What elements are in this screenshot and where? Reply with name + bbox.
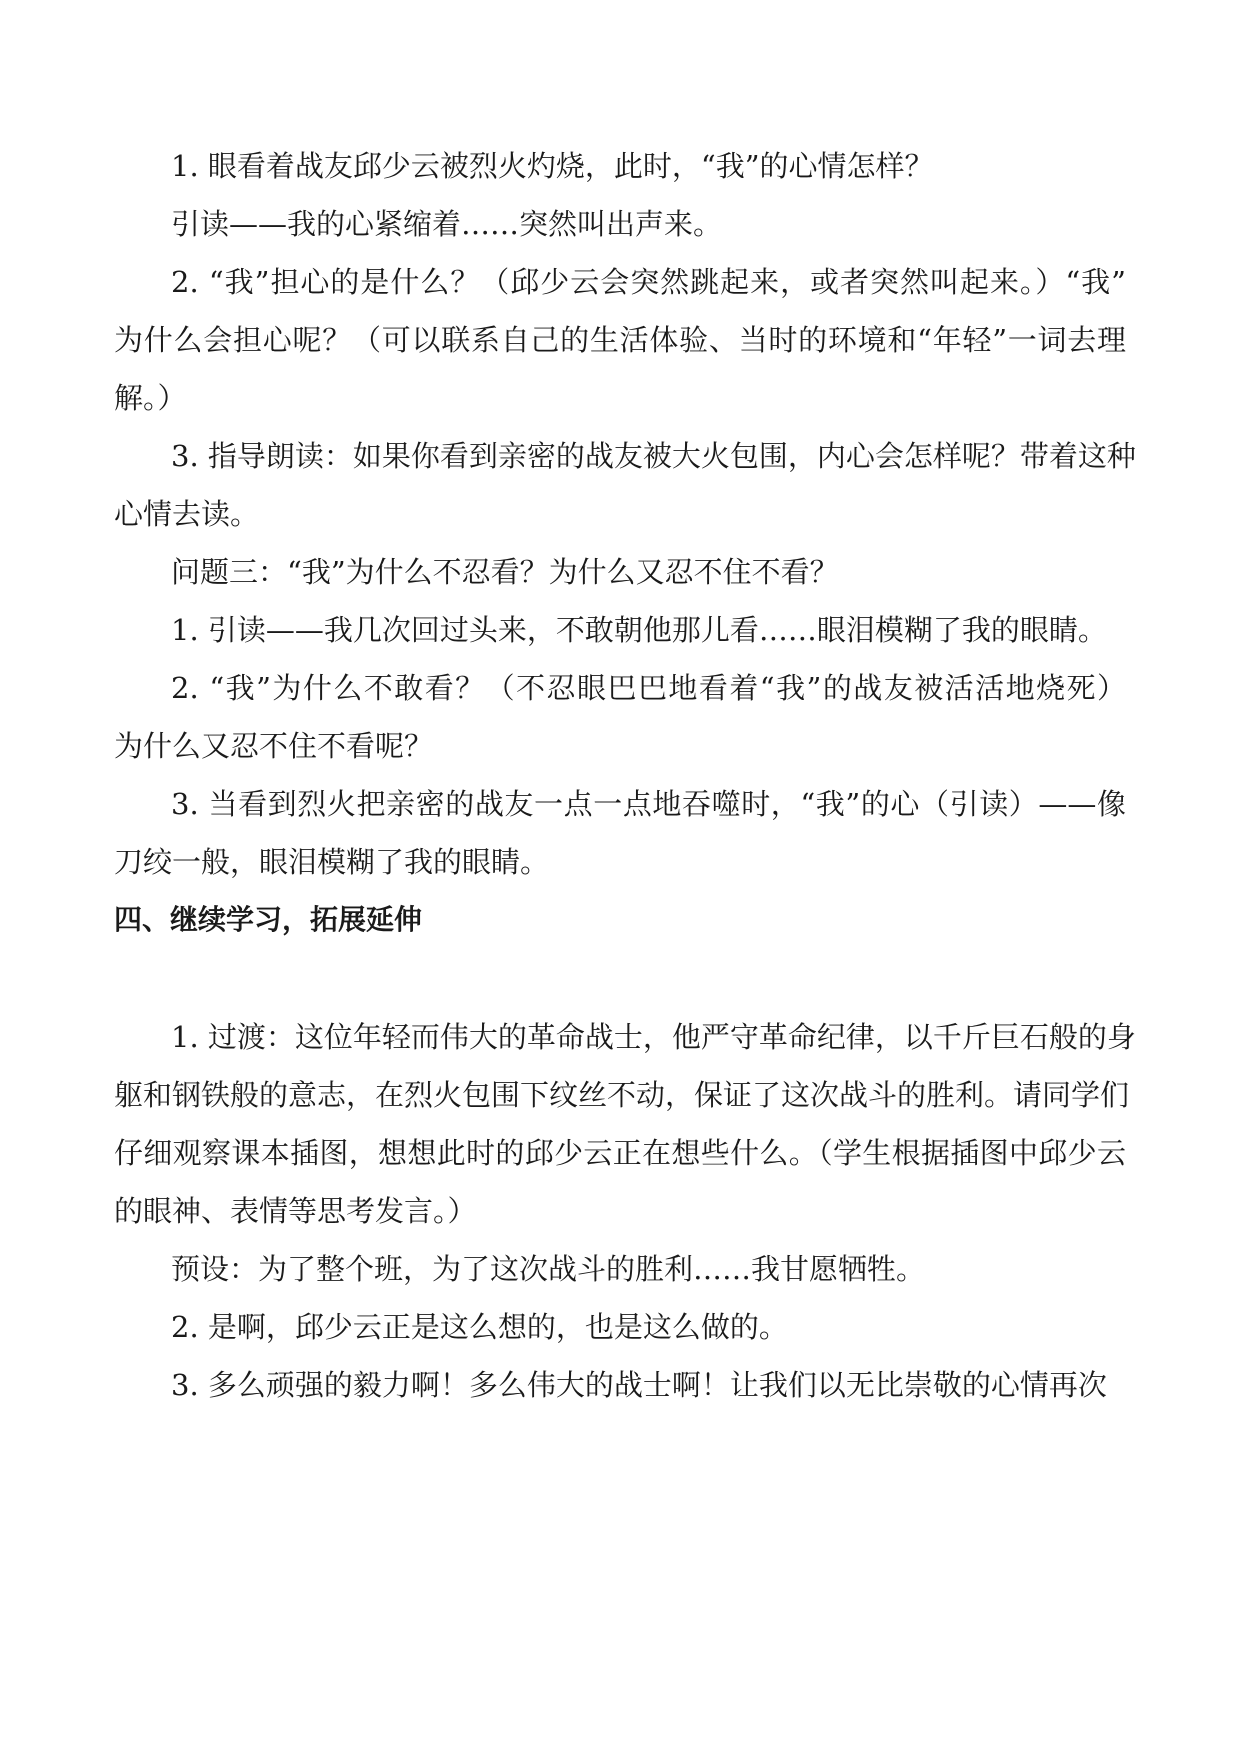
paragraph-line: 2. “我”担心的是什么？（邱少云会突然跳起来，或者突然叫起来。）“我” xyxy=(171,265,1126,299)
paragraph-line: 为什么又忍不住不看呢？ xyxy=(114,729,434,763)
paragraph-line: 3. 当看到烈火把亲密的战友一点一点地吞噬时，“我”的心（引读）——像 xyxy=(171,787,1126,821)
paragraph-line: 躯和钢铁般的意志，在烈火包围下纹丝不动，保证了这次战斗的胜利。请同学们 xyxy=(114,1078,1130,1112)
paragraph-line: 的眼神、表情等思考发言。） xyxy=(114,1194,477,1228)
paragraph-line: 为什么会担心呢？（可以联系自己的生活体验、当时的环境和“年轻”一词去理 xyxy=(114,323,1126,357)
paragraph-line: 1. 眼看着战友邱少云被烈火灼烧，此时，“我”的心情怎样？ xyxy=(171,149,934,183)
paragraph-line: 问题三：“我”为什么不忍看？为什么又忍不住不看？ xyxy=(171,555,839,589)
paragraph-line: 解。） xyxy=(114,381,187,415)
paragraph-line: 刀绞一般，眼泪模糊了我的眼睛。 xyxy=(114,845,550,879)
paragraph-line: 引读——我的心紧缩着……突然叫出声来。 xyxy=(171,207,723,241)
paragraph-line: 2. “我”为什么不敢看？（不忍眼巴巴地看着“我”的战友被活活地烧死） xyxy=(171,671,1126,705)
paragraph-line: 心情去读。 xyxy=(114,497,260,531)
paragraph-line: 1. 引读——我几次回过头来，不敢朝他那儿看……眼泪模糊了我的眼睛。 xyxy=(171,613,1107,647)
paragraph-line: 2. 是啊，邱少云正是这么想的，也是这么做的。 xyxy=(171,1310,788,1344)
paragraph-line: 仔细观察课本插图，想想此时的邱少云正在想些什么。（学生根据插图中邱少云 xyxy=(114,1136,1126,1170)
paragraph-line: 1. 过渡：这位年轻而伟大的革命战士，他严守革命纪律，以千斤巨石般的身 xyxy=(171,1020,1136,1054)
paragraph-line: 3. 指导朗读：如果你看到亲密的战友被大火包围，内心会怎样呢？带着这种 xyxy=(171,439,1136,473)
paragraph-line: 3. 多么顽强的毅力啊！多么伟大的战士啊！让我们以无比崇敬的心情再次 xyxy=(171,1368,1107,1402)
section-heading: 四、继续学习，拓展延伸 xyxy=(114,903,423,936)
paragraph-line: 预设：为了整个班，为了这次战斗的胜利……我甘愿牺牲。 xyxy=(171,1252,926,1286)
